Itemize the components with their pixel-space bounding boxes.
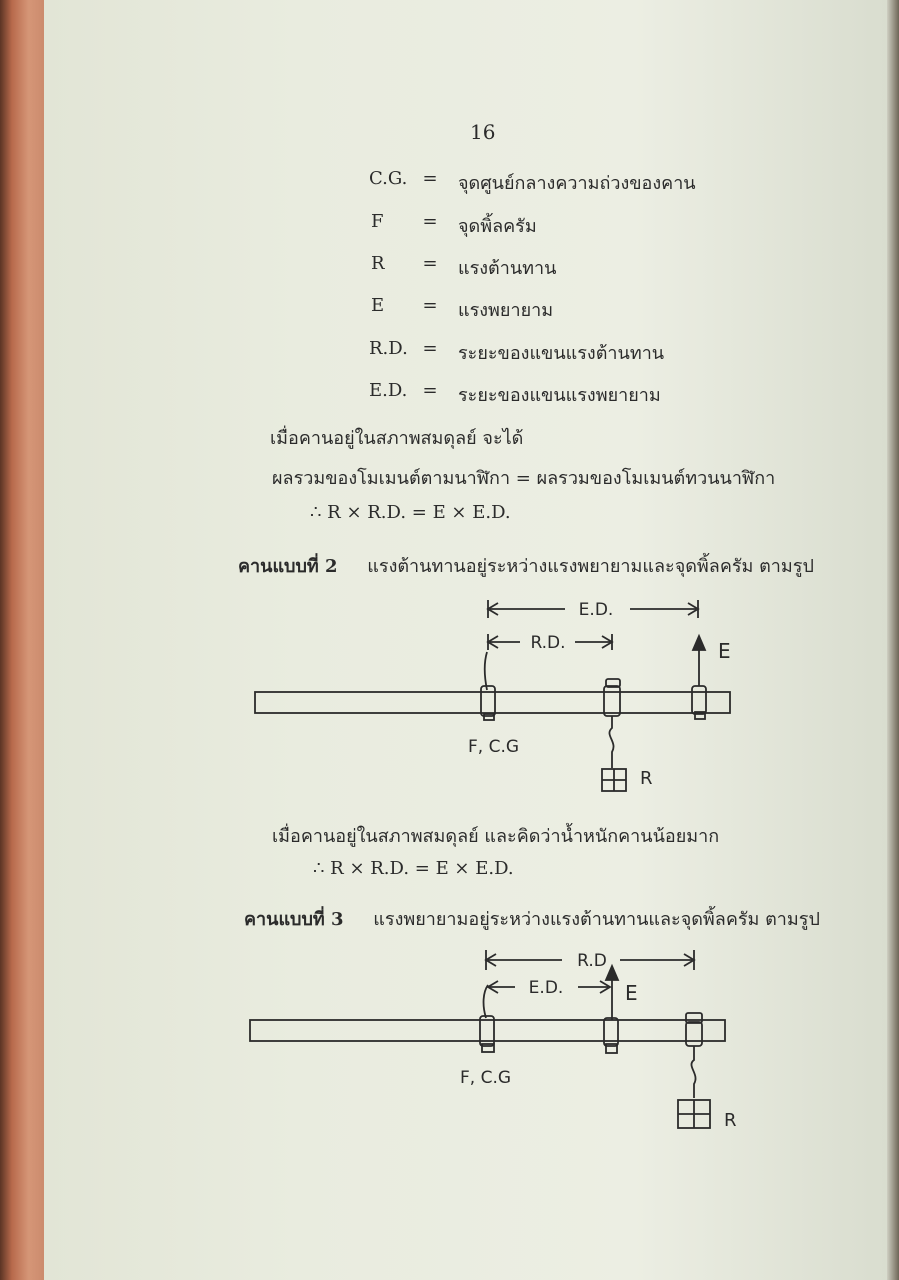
definition-symbol: F xyxy=(371,211,384,232)
effort-label: E xyxy=(625,981,638,1005)
definition-equals: = xyxy=(422,211,438,232)
equilibrium-statement: เมื่อคานอยู่ในสภาพสมดุลย์ จะได้ xyxy=(270,428,524,449)
lever2-heading-label: คานแบบที่ 2 xyxy=(238,556,338,577)
definition-symbol: E.D. xyxy=(369,380,408,401)
fulcrum-string xyxy=(484,985,488,1018)
definition-symbol: E xyxy=(371,295,385,316)
definition-equals: = xyxy=(422,295,438,316)
ed-label: E.D. xyxy=(578,600,614,620)
definition-meaning: แรงพยายาม xyxy=(458,300,554,321)
load-label: R xyxy=(724,1110,737,1131)
definition-equals: = xyxy=(422,168,438,189)
fulcrum-label: F, C.G xyxy=(468,737,520,757)
fulcrum-label: F, C.G xyxy=(460,1068,512,1088)
formula-lever-1: ∴ R × R.D. = E × E.D. xyxy=(310,502,511,523)
effort-label: E xyxy=(718,639,731,663)
lever2-heading-text: แรงต้านทานอยู่ระหว่างแรงพยายามและจุดพิ้ลครัม ตามรูป xyxy=(367,556,814,577)
lever2-condition: เมื่อคานอยู่ในสภาพสมดุลย์ และคิดว่าน้ำหนักคานน้อยมาก xyxy=(272,826,720,847)
load-clamp xyxy=(686,1022,702,1046)
definition-meaning: จุดศูนย์กลางความถ่วงของคาน xyxy=(458,173,696,194)
definition-symbol: R xyxy=(371,253,385,274)
definition-meaning: ระยะของแขนแรงพยายาม xyxy=(458,385,661,406)
definition-symbol: C.G. xyxy=(369,168,408,189)
rd-label: R.D xyxy=(577,951,607,971)
formula-lever-2: ∴ R × R.D. = E × E.D. xyxy=(313,858,514,879)
definition-symbol: R.D. xyxy=(369,338,408,359)
load-label: R xyxy=(640,768,653,789)
page-number: 16 xyxy=(470,120,496,144)
lever3-heading-text: แรงพยายามอยู่ระหว่างแรงต้านทานและจุดพิ้ลครัม ตามรูป xyxy=(373,909,820,930)
load-hook xyxy=(691,1046,695,1098)
definition-equals: = xyxy=(422,338,438,359)
definition-meaning: แรงต้านทาน xyxy=(458,258,557,279)
moment-sum-statement: ผลรวมของโมเมนต์ตามนาฬิกา = ผลรวมของโมเมนต์ทวนนาฬิกา xyxy=(272,468,776,489)
lever3-beam xyxy=(250,1020,725,1041)
definition-equals: = xyxy=(422,380,438,401)
definition-meaning: ระยะของแขนแรงต้านทาน xyxy=(458,343,665,364)
definition-meaning: จุดพิ้ลครัม xyxy=(458,216,537,237)
definition-equals: = xyxy=(422,253,438,274)
effort-arrow-head xyxy=(606,966,618,980)
rd-label: R.D. xyxy=(530,633,566,653)
lever3-heading-label: คานแบบที่ 3 xyxy=(244,909,344,930)
ed-label: E.D. xyxy=(528,978,564,998)
